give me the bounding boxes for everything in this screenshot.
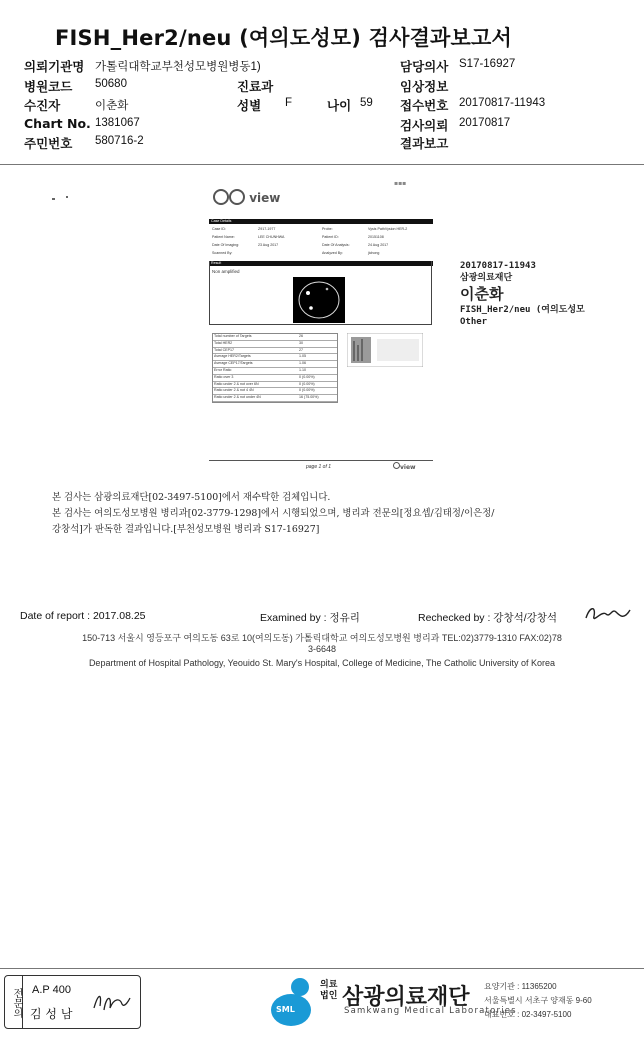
rechecked-by	[418, 610, 557, 625]
stats-cell: 16 (75.00%)	[299, 395, 319, 400]
stats-cell: 27	[299, 347, 303, 352]
report-date	[20, 610, 146, 622]
doctor-label: 담당의사	[400, 59, 449, 74]
sex-label: 성별	[237, 98, 262, 113]
case-field-cell: 23 Aug 2017	[258, 243, 279, 247]
address-ko: 150-713 서울시 영등포구 여의도동 63로 10(여의도동) 가톨릭대학교 여의도성모병원 병리과 TEL:02)3779-1310 FAX:02)78	[82, 633, 562, 643]
stats-cell: Total number of Targets	[214, 334, 252, 338]
doctor-value: S17-16927	[459, 58, 516, 70]
report-page: page 1 of 1	[306, 464, 332, 470]
logo-prefix-2: 법인	[320, 991, 338, 1001]
license-no: A.P 400	[32, 984, 71, 996]
stats-cell: 26	[299, 334, 303, 338]
cell-image	[293, 277, 345, 323]
stamp-patient: 이춘화	[460, 285, 504, 303]
sml-text: SML	[276, 1005, 295, 1014]
scan-mark	[52, 198, 55, 200]
case-field-cell: 24 Aug 2017	[368, 243, 389, 247]
stamp-org: 삼광의료재단	[460, 273, 513, 283]
examined-by	[260, 610, 360, 625]
result-title: Result	[211, 261, 222, 265]
doctor-signature	[92, 988, 132, 1016]
examined-label: Examined by :	[260, 612, 330, 624]
institution-value: 가톨릭대학교부천성모병원병동1)	[95, 61, 261, 73]
note-line: 본 검사는 여의도성모병원 병리과[02-3779-1298]에서 시행되었으며, 병리과 전문의[정요셉/김태정/이은정/	[52, 508, 495, 519]
case-fields	[212, 227, 432, 259]
pathologist-signature	[582, 602, 634, 626]
result-report-label: 결과보고	[400, 136, 449, 151]
case-field-cell: LEE CHUNHWA	[258, 235, 285, 239]
fish-report-image	[209, 219, 433, 463]
department-label: 진료과	[237, 79, 274, 94]
logo-prefix	[320, 980, 337, 1002]
hospital-code-value: 50680	[95, 78, 127, 90]
stats-row	[213, 354, 337, 361]
rechecked-value: 강창석/강창석	[493, 612, 558, 624]
hospital-code-label: 병원코드	[24, 79, 73, 94]
stats-cell: Average HER2/Targets	[214, 354, 251, 359]
resident-no-value: 580716-2	[95, 135, 144, 147]
case-field-row	[212, 227, 432, 235]
stats-cell: 0 (0.00%)	[299, 374, 315, 379]
case-field-row	[212, 243, 432, 251]
case-field-cell: Analyzed By:	[322, 251, 343, 255]
note-line: 강창석]가 판독한 결과입니다.[부천성모병원 병리과 S17-16927]	[52, 524, 320, 535]
stats-cell: 1.10	[299, 367, 306, 372]
bioview-circle-icon	[229, 189, 245, 205]
case-details-bar	[209, 219, 433, 224]
stats-cell: 30	[299, 340, 303, 345]
bioview-circle-icon	[213, 189, 229, 205]
bioview-logo	[213, 189, 280, 205]
resident-no-label: 주민번호	[24, 136, 73, 151]
request-date-value: 20170817	[459, 117, 511, 129]
stats-cell: 0 (0.00%)	[299, 381, 315, 386]
scan-mark: ▪▪▪	[394, 180, 407, 187]
receipt-no-value: 20170817-11943	[459, 97, 546, 109]
specimen-label	[460, 260, 596, 328]
case-field-cell: 20151108	[368, 235, 384, 239]
stats-cell: Ratio under 2 & not 4 4N	[214, 388, 254, 393]
stats-cell: 1.06	[299, 361, 306, 366]
case-field-cell: Probe:	[322, 227, 333, 231]
stats-row	[213, 341, 337, 348]
case-field-cell: Date Of Analysis:	[322, 243, 350, 247]
receipt-no-label: 접수번호	[400, 98, 449, 113]
chart-no-value: 1381067	[95, 117, 140, 129]
bioview-footer-brand: view	[400, 464, 416, 471]
logo-prefix-1: 의료	[320, 980, 338, 990]
case-field-cell: Case ID:	[212, 227, 226, 231]
bioview-brand: view	[249, 191, 281, 205]
address-ko-cont: 3-6648	[307, 644, 337, 654]
request-date-label: 검사의뢰	[400, 118, 449, 133]
clinical-info-label: 임상정보	[400, 79, 449, 94]
case-field-cell: jichong	[368, 251, 380, 255]
logo-info-code: 요양기관 : 11365200	[484, 982, 557, 991]
note-line: 본 검사는 삼광의료재단[02-3497-5100]에서 재수탁한 검체입니다.	[52, 492, 331, 503]
logo-info-address: 서울특별시 서초구 양재동 9-60	[484, 996, 592, 1005]
patient-value: 이춘화	[95, 100, 129, 112]
sml-logo-dot-icon	[291, 978, 309, 996]
rechecked-label: Rechecked by :	[418, 612, 494, 624]
stats-cell: Total HER2	[214, 340, 233, 345]
age-label: 나이	[327, 98, 352, 113]
doctor-name: 김 성 남	[30, 1007, 73, 1021]
examined-value: 정유리	[329, 612, 360, 624]
page-footer-rule	[209, 460, 433, 461]
case-field-cell: Scanned By:	[212, 251, 233, 255]
header-divider	[0, 164, 644, 165]
case-field-cell: Z917-1977	[258, 227, 276, 231]
stats-cell: Average CEP17/Targets	[214, 361, 253, 366]
patient-label: 수진자	[24, 98, 61, 113]
stamp-number: 20170817-11943	[460, 261, 536, 271]
bioview-circle-icon	[393, 462, 400, 469]
case-details-title: Case Details	[211, 219, 232, 223]
report-title: FISH_Her2/neu (여의도성모) 검사결과보고서	[55, 26, 513, 50]
stats-row	[213, 395, 337, 402]
bioview-footer-logo	[393, 462, 416, 471]
stats-cell: Ratio over 3	[214, 374, 234, 379]
stamp-type: Other	[460, 317, 488, 327]
stats-cell: 1.05	[299, 354, 306, 359]
footer-divider	[0, 968, 644, 969]
case-field-cell: Date Of Imaging:	[212, 243, 240, 247]
stats-row	[213, 361, 337, 368]
case-field-row	[212, 251, 432, 259]
chart-no-label: Chart No.	[24, 116, 91, 131]
address-en: Department of Hospital Pathology, Yeouido St. Mary's Hospital, College of Medicine, The Catholic University of Korea	[88, 658, 556, 668]
stats-cell: Ratio under 2 & not under 4N	[214, 395, 261, 400]
case-field-cell: Patient Name:	[212, 235, 235, 239]
stats-cell: 0 (0.00%)	[299, 388, 315, 393]
stats-cell: Ratio under 2 & not over 6N	[214, 381, 259, 386]
case-field-cell: Patient ID:	[322, 235, 339, 239]
report-date-label: Date of report :	[20, 610, 93, 622]
stamp-test: FISH_Her2/neu (여의도성모	[460, 305, 585, 315]
report-notes	[52, 490, 494, 538]
result-value: Non amplified	[212, 269, 240, 274]
stats-row	[213, 348, 337, 355]
stats-cell: Error Ratio	[214, 367, 232, 372]
stats-cell: Total CEP17	[214, 347, 234, 352]
stats-table	[212, 333, 338, 403]
age-value: 59	[360, 97, 373, 109]
case-field-cell	[258, 251, 322, 259]
logo-info-phone: 대표번호 : 02-3497-5100	[484, 1010, 572, 1019]
logo-english: Samkwang Medical Laboratories	[344, 1006, 517, 1016]
stats-row	[213, 334, 337, 341]
logo-name: 삼광의료재단	[342, 985, 470, 1010]
case-field-cell: Vysis PathVysion HER-2	[368, 227, 408, 231]
stats-row	[213, 382, 337, 389]
report-date-value: 2017.08.25	[92, 610, 146, 622]
institution-label: 의뢰기관명	[24, 59, 85, 74]
stats-row	[213, 375, 337, 382]
sex-value: F	[285, 97, 293, 109]
scan-mark	[66, 196, 68, 198]
stats-row	[213, 388, 337, 395]
seal-side-label: 전문의	[4, 975, 23, 1029]
stats-row	[213, 368, 337, 375]
case-field-row	[212, 235, 432, 243]
histogram-thumbnail	[347, 333, 423, 367]
